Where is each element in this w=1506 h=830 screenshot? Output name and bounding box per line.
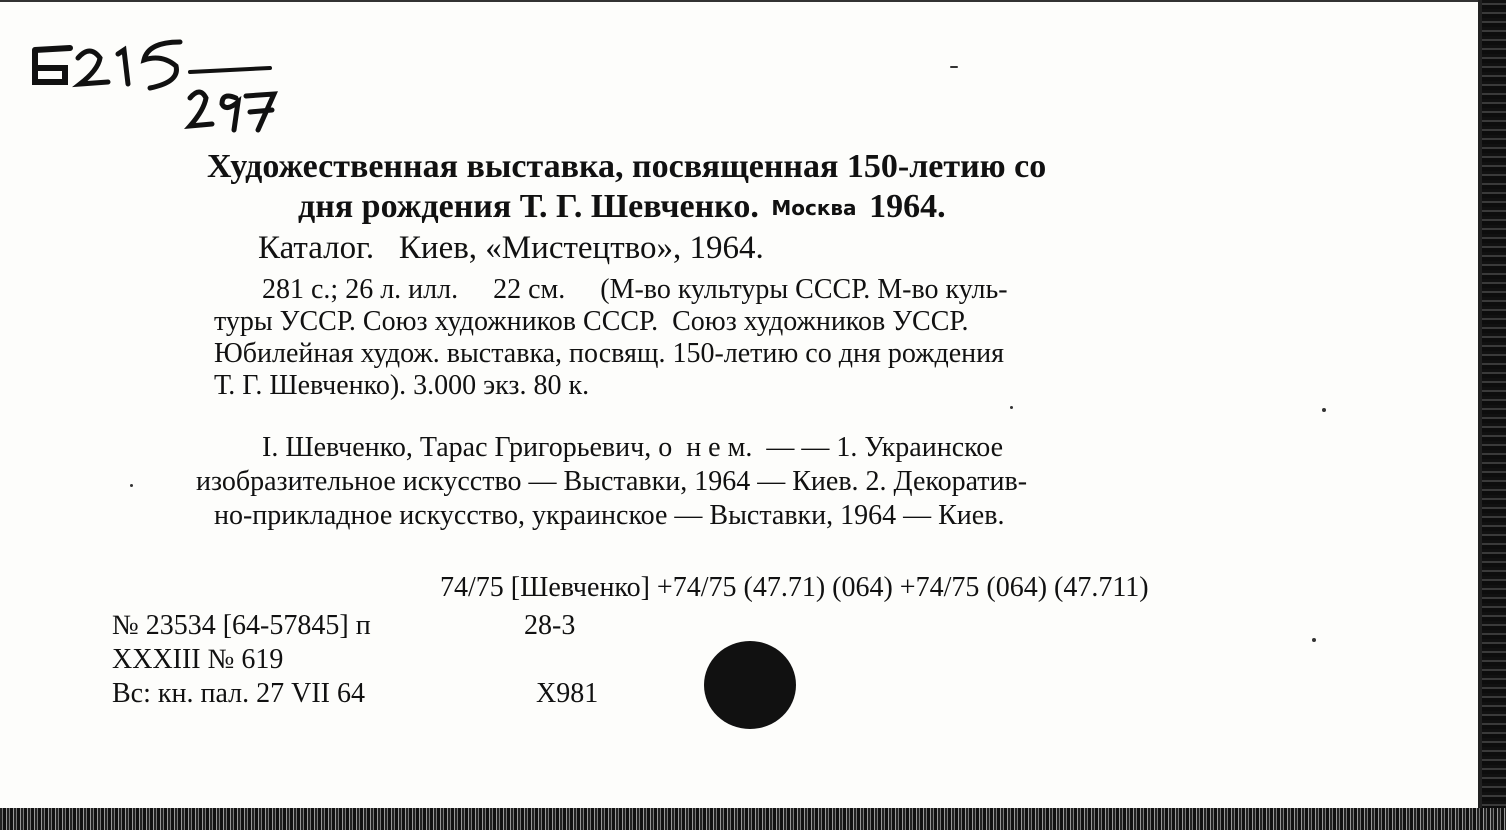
record-series: XXXIII № 619 — [112, 644, 284, 675]
ink-speck — [1010, 406, 1013, 409]
handwritten-city: Москва — [771, 196, 857, 220]
description-line-3: Юбилейная худож. выставка, посвящ. 150-летию со дня рождения — [214, 338, 1005, 369]
scan-right-edge — [1482, 0, 1506, 830]
card-top-border — [0, 0, 1480, 2]
ink-speck — [130, 484, 133, 487]
ink-speck — [950, 66, 958, 68]
record-code: 28-3 — [524, 610, 576, 641]
title-line-2-start: дня рождения Т. Г. Шевченко. — [298, 188, 759, 225]
record-number: № 23534 [64-57845] п — [112, 610, 371, 641]
subject-line-3: но-прикладное искусство, украинское — Выставки, 1964 — Киев. — [214, 500, 1005, 531]
ink-speck — [1322, 408, 1326, 412]
title-year: 1964. — [869, 188, 946, 225]
title-line-2 — [298, 188, 946, 226]
title-line-1: Художественная выставка, посвященная 150-летию со — [207, 148, 1047, 185]
description-line-2: туры УССР. Союз художников СССР. Союз художников УССР. — [214, 306, 969, 337]
description-line-1: 281 с.; 26 л. илл. 22 см. (М-во культуры СССР. М-во куль- — [262, 274, 1008, 305]
scan-bottom-edge — [0, 808, 1506, 830]
ink-speck — [1312, 638, 1316, 642]
description-line-4: Т. Г. Шевченко). 3.000 экз. 80 к. — [214, 370, 590, 401]
subject-line-2: изобразительное искусство — Выставки, 1964 — Киев. 2. Декоратив- — [196, 466, 1028, 497]
imprint: Каталог. Киев, «Мистецтво», 1964. — [258, 230, 764, 266]
ink-blot — [704, 641, 796, 729]
classification: 74/75 [Шевченко] +74/75 (47.71) (064) +74/75 (064) (47.711) — [440, 572, 1149, 603]
record-chamber: Вс: кн. пал. 27 VII 64 — [112, 678, 365, 709]
handwritten-shelfmark — [30, 30, 290, 140]
record-order: Х981 — [536, 678, 599, 709]
subject-line-1: I. Шевченко, Тарас Григорьевич, о н е м. — — 1. Украинское — [262, 432, 1004, 463]
